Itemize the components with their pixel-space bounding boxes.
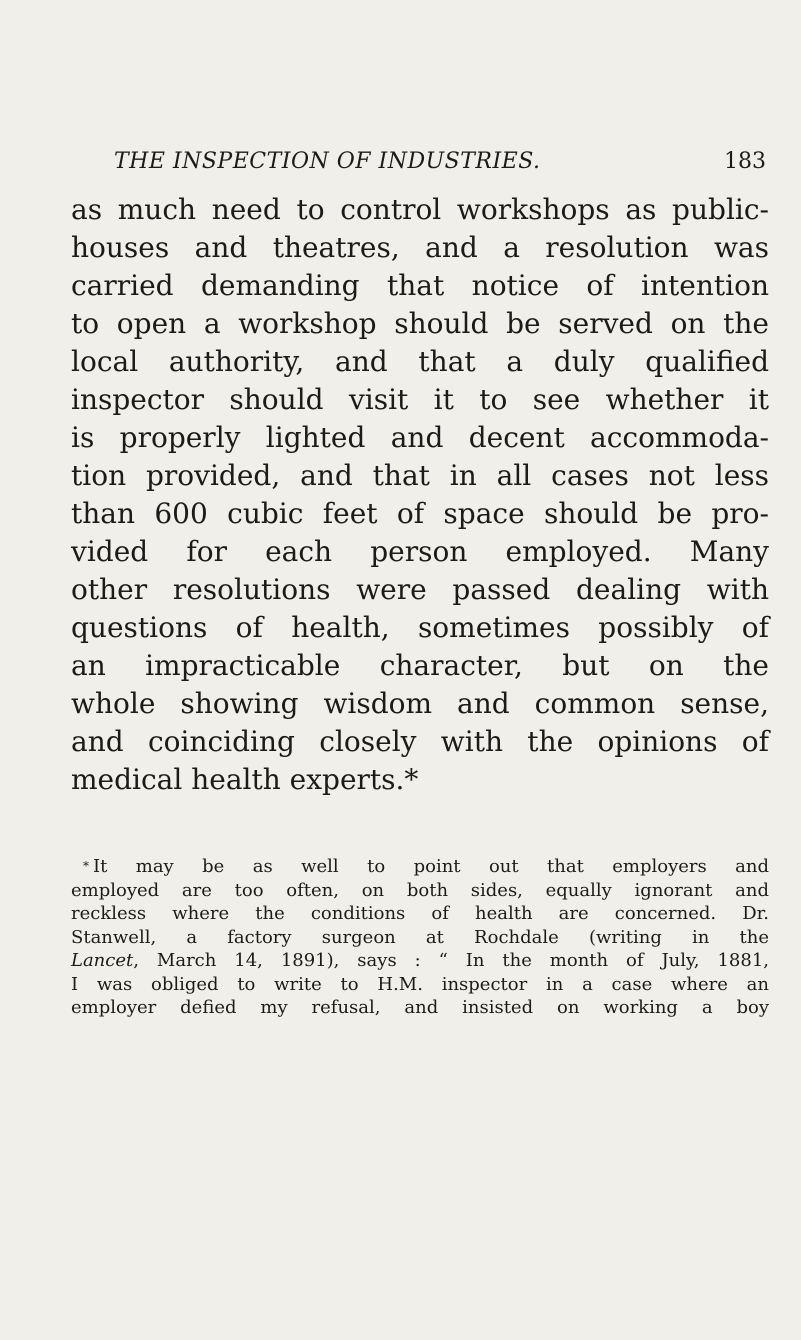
footnote bbox=[71, 855, 769, 1020]
body-line: vided for each person employed. Many bbox=[71, 535, 769, 568]
journal-title: Lancet bbox=[71, 950, 134, 971]
body-line: and coinciding closely with the opinions of bbox=[71, 725, 769, 758]
running-title: THE INSPECTION OF INDUSTRIES. bbox=[114, 149, 541, 174]
body-line: carried demanding that notice of intention bbox=[71, 269, 769, 302]
footnote-text: , March 14, 1891), says : “ In the month of July, 1881, bbox=[133, 950, 769, 971]
body-line: tion provided, and that in all cases not less bbox=[71, 459, 769, 492]
footnote-line: Stanwell, a factory surgeon at Rochdale (writing in the bbox=[71, 926, 769, 948]
footnote-line: I was obliged to write to H.M. inspector in a case where an bbox=[71, 973, 769, 995]
footnote-marker: * bbox=[83, 859, 89, 873]
body-line: an impracticable character, but on the bbox=[71, 649, 769, 682]
footnote-line: employed are too often, on both sides, equally ignorant and bbox=[71, 879, 769, 901]
footnote-line: employer defied my refusal, and insisted on working a boy bbox=[71, 997, 769, 1018]
footnote-text: It may be as well to point out that employers and bbox=[93, 856, 769, 877]
body-line: local authority, and that a duly qualified bbox=[71, 345, 769, 378]
body-paragraph bbox=[71, 191, 769, 799]
footnote-line: reckless where the conditions of health are concerned. Dr. bbox=[71, 903, 769, 924]
body-line: questions of health, sometimes possibly of bbox=[71, 611, 769, 644]
body-line: than 600 cubic feet of space should be pro- bbox=[71, 497, 769, 530]
page-number: 183 bbox=[724, 149, 766, 174]
footnote-line bbox=[71, 855, 769, 879]
body-line: houses and theatres, and a resolution was bbox=[71, 231, 769, 264]
body-line: to open a workshop should be served on the bbox=[71, 307, 769, 340]
body-line: as much need to control workshops as public- bbox=[71, 193, 769, 226]
body-line: other resolutions were passed dealing with bbox=[71, 573, 769, 606]
body-line: medical health experts.* bbox=[71, 763, 419, 796]
body-line: whole showing wisdom and common sense, bbox=[71, 687, 769, 720]
body-line: inspector should visit it to see whether it bbox=[71, 383, 769, 416]
footnote-line bbox=[71, 949, 769, 973]
body-line: is properly lighted and decent accommoda- bbox=[71, 421, 769, 454]
